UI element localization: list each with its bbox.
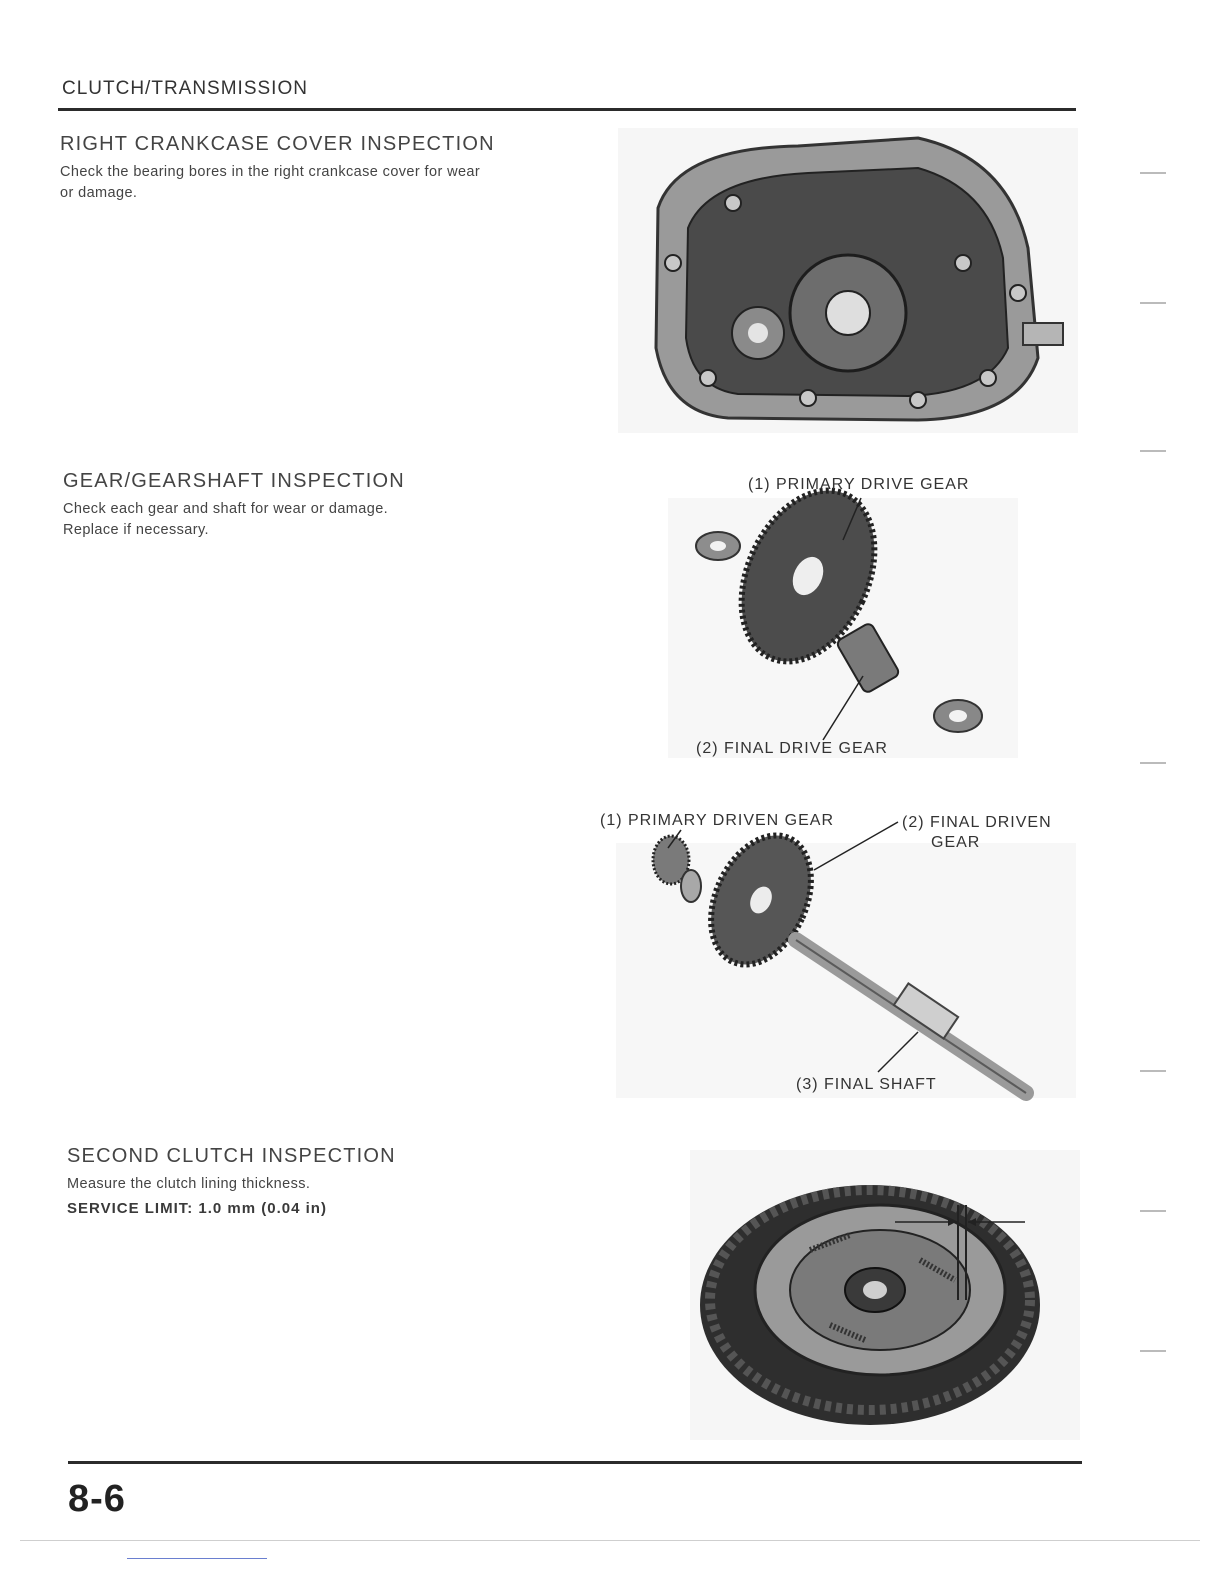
- callout-line: GEAR: [931, 834, 981, 851]
- crankcase-cover-illustration: [618, 128, 1078, 433]
- callout-primary-driven-gear: (1) PRIMARY DRIVEN GEAR: [600, 812, 835, 829]
- crankcase-cover-photo: [618, 128, 1078, 433]
- service-limit-spec: SERVICE LIMIT: 1.0 mm (0.04 in): [67, 1200, 327, 1217]
- body-line: Replace if necessary.: [63, 522, 209, 538]
- scan-link-underline: [127, 1558, 267, 1559]
- section-title: SECOND CLUTCH INSPECTION: [67, 1145, 396, 1167]
- section-body: Measure the clutch lining thickness.: [67, 1176, 311, 1192]
- body-line: Check each gear and shaft for wear or damage.: [63, 501, 389, 517]
- section-gear-gearshaft: [63, 470, 583, 541]
- drive-gears-illustration: [618, 468, 1078, 768]
- driven-gears-figure: [596, 808, 1086, 1103]
- callout-line: (2) FINAL DRIVEN: [902, 814, 1052, 831]
- callout-final-shaft: (3) FINAL SHAFT: [796, 1076, 937, 1093]
- margin-mark: [1140, 450, 1166, 452]
- second-clutch-photo: [690, 1150, 1080, 1440]
- margin-mark: [1140, 762, 1166, 764]
- callout-final-drive-gear: (2) FINAL DRIVE GEAR: [696, 740, 888, 757]
- margin-mark: [1140, 1350, 1166, 1352]
- callout-primary-drive-gear: (1) PRIMARY DRIVE GEAR: [748, 476, 970, 493]
- section-title: GEAR/GEARSHAFT INSPECTION: [63, 470, 405, 492]
- section-header: CLUTCH/TRANSMISSION: [62, 78, 308, 99]
- page-number: 8-6: [68, 1478, 126, 1520]
- callout-final-driven-gear: [902, 813, 1052, 853]
- section-body: [63, 499, 583, 541]
- section-second-clutch: [67, 1145, 587, 1217]
- body-line: Check the bearing bores in the right crankcase cover for wear: [60, 164, 481, 180]
- section-title: RIGHT CRANKCASE COVER INSPECTION: [60, 133, 495, 155]
- section-body: [60, 162, 580, 204]
- margin-mark: [1140, 1070, 1166, 1072]
- section-right-crankcase-cover: [60, 133, 580, 204]
- drive-gears-figure: [618, 468, 1078, 768]
- margin-mark: [1140, 1210, 1166, 1212]
- second-clutch-illustration: [690, 1150, 1080, 1440]
- body-line: or damage.: [60, 185, 138, 201]
- margin-mark: [1140, 172, 1166, 174]
- margin-mark: [1140, 302, 1166, 304]
- scan-edge-line: [20, 1540, 1200, 1541]
- header-rule: [58, 108, 1076, 111]
- footer-rule: [68, 1461, 1082, 1464]
